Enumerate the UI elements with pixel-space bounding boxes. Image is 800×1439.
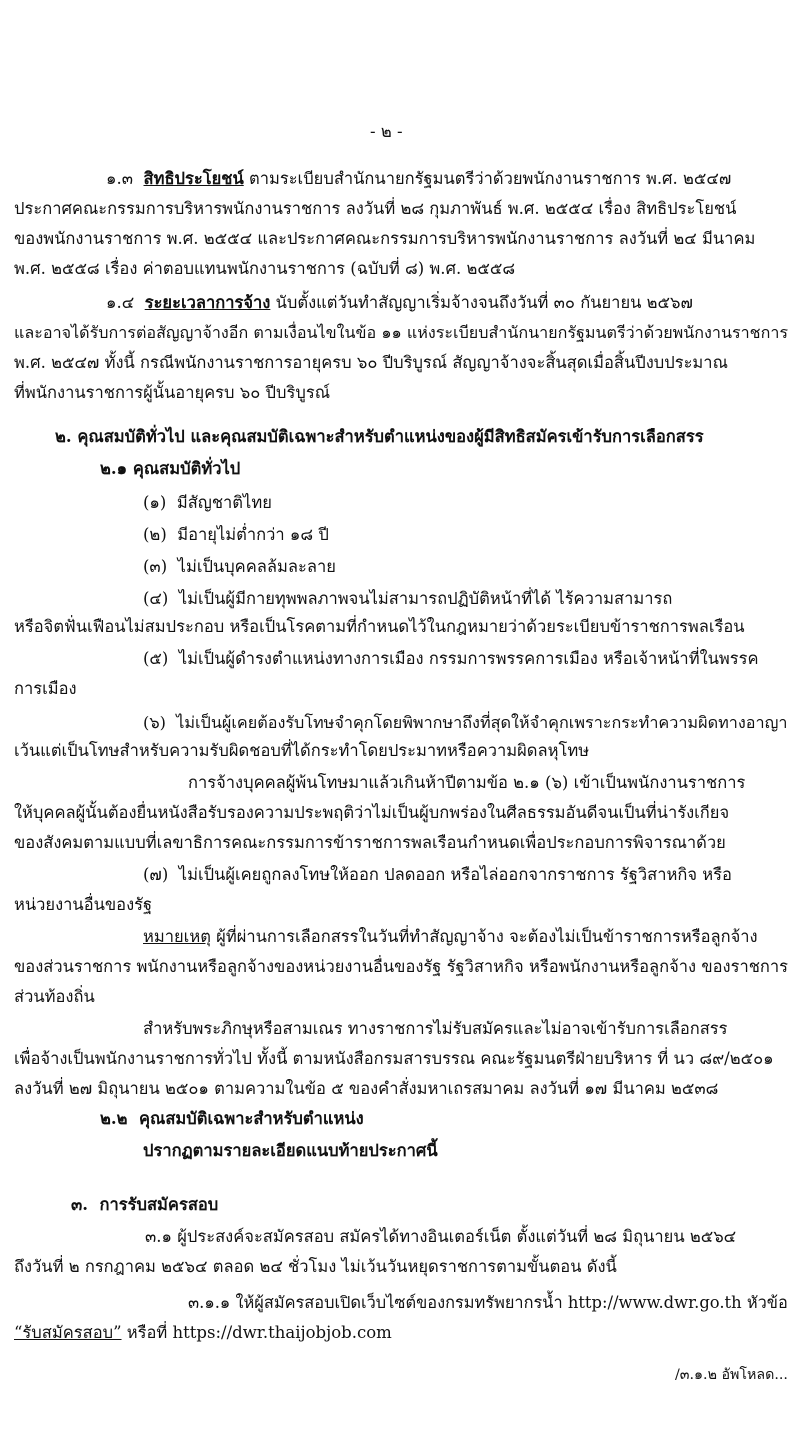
text-line bbox=[675, 1364, 788, 1386]
text-segment: (๒) มีอายุไม่ต่ำกว่า ๑๘ ปี bbox=[143, 525, 329, 544]
text-line bbox=[106, 292, 693, 314]
text-line bbox=[14, 1322, 392, 1344]
text-segment: ถึงวันที่ ๒ กรกฎาคม ๒๕๖๔ ตลอด ๒๔ ชั่วโมง ไม่เว้นวันหยุดราชการตามขั้นตอน ดังนี้ bbox=[14, 1257, 617, 1276]
text-line bbox=[55, 426, 704, 448]
page-number: - ๒ - bbox=[370, 122, 403, 141]
text-line bbox=[14, 740, 589, 762]
text-segment: ของพนักงานราชการ พ.ศ. ๒๕๕๔ และประกาศคณะกรรมการบริหารพนักงานราชการ ลงวันที่ ๒๔ มีนาคม bbox=[14, 229, 756, 248]
text-segment: (๓) ไม่เป็นบุคคลล้มละลาย bbox=[143, 557, 336, 576]
text-segment: (๑) มีสัญชาติไทย bbox=[143, 493, 272, 512]
text-segment: ของสังคมตามแบบที่เลขาธิการคณะกรรมการข้าราชการพลเรือนกำหนดเพื่อประกอบการพิจารณาด้วย bbox=[14, 833, 726, 852]
text-segment: และอาจได้รับการต่อสัญญาจ้างอีก ตามเงื่อนไขในข้อ ๑๑ แห่งระเบียบสำนักนายกรัฐมนตรีว่าด้วยพนักงานราชการ bbox=[14, 323, 789, 342]
text-line bbox=[188, 1292, 788, 1314]
text-segment: ๓.๑ ผู้ประสงค์จะสมัครสอบ สมัครได้ทางอินเตอร์เน็ต ตั้งแต่วันที่ ๒๘ มิถุนายน ๒๕๖๔ bbox=[145, 1227, 737, 1246]
text-line bbox=[14, 1256, 617, 1278]
bold-text: ๓. การรับสมัครสอบ bbox=[71, 1195, 219, 1214]
text-line bbox=[143, 1018, 728, 1040]
text-segment: /๓.๑.๒ อัพโหลด... bbox=[675, 1367, 788, 1383]
text-line bbox=[14, 258, 515, 280]
text-line bbox=[106, 168, 731, 190]
text-segment: เพื่อจ้างเป็นพนักงานราชการทั่วไป ทั้งนี้ ตามหนังสือกรมสารบรรณ คณะรัฐมนตรีฝ่ายบริหาร ที่ นว ๘๙/๒๕๐๑ bbox=[14, 1049, 774, 1068]
text-line bbox=[14, 228, 755, 250]
text-line bbox=[100, 1108, 364, 1130]
text-line bbox=[14, 802, 729, 824]
text-line bbox=[143, 712, 787, 734]
text-segment: (๔) ไม่เป็นผู้มีกายทุพพลภาพจนไม่สามารถปฏิบัติหน้าที่ได้ ไร้ความสามารถ bbox=[143, 589, 673, 608]
text-segment: สำหรับพระภิกษุหรือสามเณร ทางราชการไม่รับสมัครและไม่อาจเข้ารับการเลือกสรร bbox=[143, 1019, 728, 1038]
bold-text: ๒.๒ คุณสมบัติเฉพาะสำหรับตำแหน่ง bbox=[100, 1109, 364, 1128]
text-line bbox=[145, 1226, 736, 1248]
text-segment: (๖) ไม่เป็นผู้เคยต้องรับโทษจำคุกโดยพิพากษาถึงที่สุดให้จำคุกเพราะกระทำความผิดทางอาญา bbox=[143, 713, 788, 732]
text-line bbox=[14, 986, 95, 1008]
text-line bbox=[143, 556, 336, 578]
text-segment: การจ้างบุคคลผู้พ้นโทษมาแล้วเกินห้าปีตามข้อ ๒.๑ (๖) เข้าเป็นพนักงานราชการ bbox=[188, 773, 746, 792]
underlined-text: สิทธิประโยชน์ bbox=[143, 169, 244, 188]
text-line bbox=[14, 956, 788, 978]
bold-text: ๒.๑ คุณสมบัติทั่วไป bbox=[100, 459, 241, 478]
text-line bbox=[14, 832, 726, 854]
text-segment: หรือที่ https://dwr.thaijobjob.com bbox=[121, 1323, 392, 1342]
text-segment: ประกาศคณะกรรมการบริหารพนักงานราชการ ลงวันที่ ๒๘ กุมภาพันธ์ พ.ศ. ๒๕๕๔ เรื่อง สิทธิประโยชน์ bbox=[14, 199, 737, 218]
text-segment: นับตั้งแต่วันทำสัญญาเริ่มจ้างจนถึงวันที่ ๓๐ กันยายน ๒๕๖๗ bbox=[270, 293, 693, 312]
text-segment: เว้นแต่เป็นโทษสำหรับความรับผิดชอบที่ได้กระทำโดยประมาทหรือความผิดลหุโทษ bbox=[14, 741, 590, 760]
text-line bbox=[14, 382, 330, 404]
text-segment: ๑.๔ bbox=[106, 293, 145, 312]
text-segment: ให้บุคคลผู้นั้นต้องยื่นหนังสือรับรองความประพฤติว่าไม่เป็นผู้บกพร่องในศีลธรรมอันดีจนเป็นที่น่ารังเกียจ bbox=[14, 803, 730, 822]
text-line bbox=[14, 1048, 774, 1070]
text-line bbox=[100, 458, 240, 480]
text-segment: พ.ศ. ๒๕๔๗ ทั้งนี้ กรณีพนักงานราชการอายุครบ ๖๐ ปีบริบูรณ์ สัญญาจ้างจะสิ้นสุดเมื่อสิ้นปีงบประมาณ bbox=[14, 353, 728, 372]
underlined-text: “รับสมัครสอบ” bbox=[14, 1323, 122, 1342]
bold-text: ๒. คุณสมบัติทั่วไป และคุณสมบัติเฉพาะสำหรับตำแหน่งของผู้มีสิทธิสมัครเข้ารับการเลือกสรร bbox=[55, 427, 704, 446]
text-segment: ของส่วนราชการ พนักงานหรือลูกจ้างของหน่วยงานอื่นของรัฐ รัฐวิสาหกิจ หรือพนักงานหรือลูกจ้าง ของราชการ bbox=[14, 957, 789, 976]
text-segment: ลงวันที่ ๒๗ มิถุนายน ๒๕๐๑ ตามความในข้อ ๕ ของคำสั่งมหาเถรสมาคม ลงวันที่ ๑๗ มีนาคม ๒๕๓๘ bbox=[14, 1079, 719, 1098]
text-segment: ที่พนักงานราชการผู้นั้นอายุครบ ๖๐ ปีบริบูรณ์ bbox=[14, 383, 330, 402]
text-segment: ส่วนท้องถิ่น bbox=[14, 987, 95, 1006]
text-segment: หรือจิตฟั่นเฟือนไม่สมประกอบ หรือเป็นโรคตามที่กำหนดไว้ในกฎหมายว่าด้วยระเบียบข้าราชการพลเรือน bbox=[14, 617, 745, 636]
text-segment: ตามระเบียบสำนักนายกรัฐมนตรีว่าด้วยพนักงานราชการ พ.ศ. ๒๕๔๗ bbox=[243, 169, 732, 188]
text-segment: ๑.๓ bbox=[106, 169, 144, 188]
text-line bbox=[71, 1194, 218, 1216]
text-line bbox=[188, 772, 745, 794]
text-segment: (๕) ไม่เป็นผู้ดำรงตำแหน่งทางการเมือง กรรมการพรรคการเมือง หรือเจ้าหน้าที่ในพรรค bbox=[143, 649, 759, 668]
text-line bbox=[14, 894, 152, 916]
text-line bbox=[143, 864, 732, 886]
text-line bbox=[143, 492, 272, 514]
text-segment: หน่วยงานอื่นของรัฐ bbox=[14, 895, 153, 914]
bold-text: ปรากฏตามรายละเอียดแนบท้ายประกาศนี้ bbox=[143, 1141, 438, 1160]
text-segment: พ.ศ. ๒๕๕๘ เรื่อง ค่าตอบแทนพนักงานราชการ (ฉบับที่ ๘) พ.ศ. ๒๕๕๘ bbox=[14, 259, 516, 278]
text-line bbox=[143, 588, 672, 610]
text-line bbox=[143, 648, 759, 670]
underlined-text: หมายเหตุ bbox=[143, 927, 211, 946]
text-line bbox=[14, 322, 788, 344]
text-line bbox=[14, 678, 77, 700]
text-segment: ผู้ที่ผ่านการเลือกสรรในวันที่ทำสัญญาจ้าง จะต้องไม่เป็นข้าราชการหรือลูกจ้าง bbox=[210, 927, 758, 946]
text-line bbox=[14, 352, 728, 374]
text-line bbox=[143, 926, 758, 948]
text-line bbox=[143, 524, 329, 546]
text-line bbox=[143, 1140, 438, 1162]
text-line bbox=[14, 616, 745, 638]
text-line bbox=[14, 198, 736, 220]
underlined-text: ระยะเวลาการจ้าง bbox=[144, 293, 271, 312]
text-segment: ๓.๑.๑ ให้ผู้สมัครสอบเปิดเว็บไซต์ของกรมทรัพยากรน้ำ http://www.dwr.go.th หัวข้อ bbox=[188, 1293, 788, 1312]
text-segment: การเมือง bbox=[14, 679, 77, 698]
text-segment: (๗) ไม่เป็นผู้เคยถูกลงโทษให้ออก ปลดออก หรือไล่ออกจากราชการ รัฐวิสาหกิจ หรือ bbox=[143, 865, 732, 884]
text-line bbox=[14, 1078, 718, 1100]
